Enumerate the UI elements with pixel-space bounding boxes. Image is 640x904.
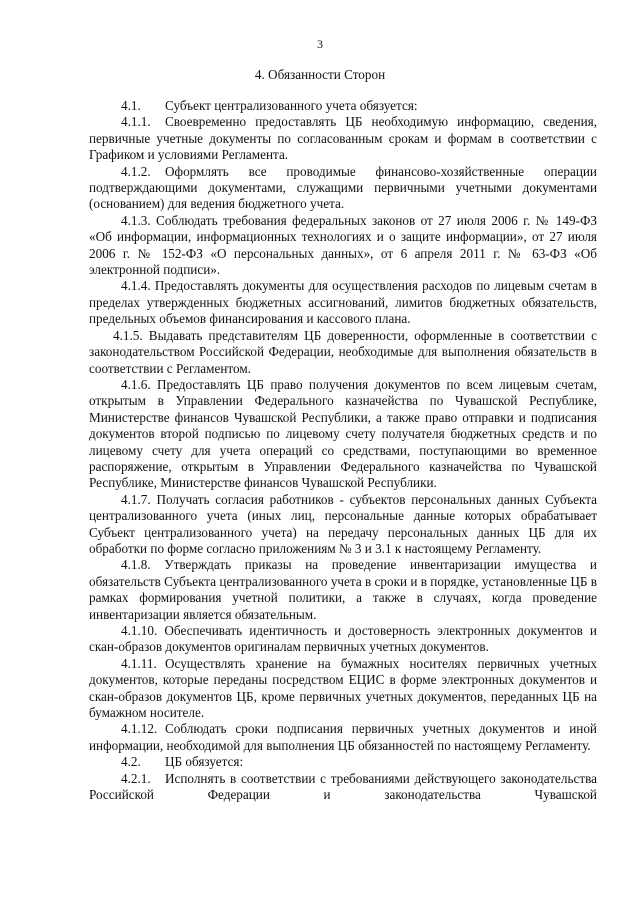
paragraph-4-1-7 [89,492,597,558]
page-number: 3 [317,37,323,51]
paragraph-4-1-10 [89,623,597,656]
paragraph-text: 4.1.7. Получать согласия работников - субъектов персональных данных Субъекта централизованного учета (иных лиц, персональные данные которых обрабатывает Субъект централизованного учета) на передачу персональных данных ЦБ для их обработки по форме согласно приложениям № 3 и 3.1 к настоящему Регламенту. [89,491,597,556]
section-heading: 4. Обязанности Сторон [254,67,386,82]
clause-number: 4.1. [121,98,141,113]
paragraph-4-1-1 [89,114,597,163]
paragraph-4-1-12 [89,721,597,754]
paragraph-text: 4.1.8. Утверждать приказы на проведение инвентаризации имущества и обязательств Субъекта централизованного учета в сроки и в порядке, установленные ЦБ в рамках формирования учетной политики, а также в случаях, когда проведение инвентаризации является обязательным. [89,557,597,622]
paragraph-text: 4.1.3. Соблюдать требования федеральных законов от 27 июля 2006 г. № 149-ФЗ «Об информации, информационных технологиях и о защите информации», от 27 июля 2006 г. № 152-ФЗ «О персональных данных», от 6 апреля 2011 г. № 63-ФЗ «Об электронной подписи». [89,212,597,278]
paragraph-text: Оформлять все проводимые финансово-хозяйственные операции подтверждающими документами, служащими первичными учетными документами (основанием) для ведения бюджетного учета. [89,163,597,212]
paragraph-4-1-2 [89,164,597,213]
paragraph-text: Своевременно предоставлять ЦБ необходимую информацию, сведения, первичные учетные документы по согласованным срокам и формам в соответствии с Графиком и условиями Регламента. [89,114,597,163]
paragraph-4-1-5 [89,328,597,377]
paragraph-text: Осуществлять хранение на бумажных носителях первичных учетных документов, которые переданы посредством ЕЦИС в форме электронных документов и скан-образов документов ЦБ, кроме первичных учетных документов, переданных ЦБ на бумажном носителе. [89,655,597,721]
clause-number: 4.2.1. [121,770,151,786]
paragraph-4-2-1 [89,771,597,804]
clause-number: 4.1.1. [121,114,151,130]
paragraph-text: 4.1.5. Выдавать представителям ЦБ доверенности, оформленные в соответствии с законодательством Российской Федерации, необходимые для выполнения обязательств в соответствии с Регламентом. [89,327,597,376]
clause-number: 4.2. [121,754,141,770]
paragraph-text: Исполнять в соответствии с требованиями действующего законодательства Российской Федерации и законодательства Чувашской [89,770,597,803]
paragraph-text: 4.1.6. Предоставлять ЦБ право получения документов по всем лицевым счетам, открытым в Управлении Федерального казначейства по Чувашской Республике, Министерстве финансов Чувашской Республики, а также право отправки и подписания документов второй подписью по лицевому счету получателя бюджетных средств и по лицевому счету для учета операций со средствами, поступающими во временное распоряжение, открытым в Управлении Федерального казначейства по Чувашской Республике, Министерстве финансов Чувашской Республики. [89,376,597,491]
paragraph-4-1 [89,98,597,114]
document-body [89,98,597,803]
paragraph-text: Субъект централизованного учета обязуется: [165,98,418,113]
paragraph-4-1-3 [89,213,597,279]
paragraph-4-1-6 [89,377,597,492]
paragraph-4-2 [89,754,597,770]
paragraph-4-1-4 [89,278,597,327]
paragraph-text: 4.1.4. Предоставлять документы для осуществления расходов по лицевым счетам в пределах утвержденных бюджетных ассигнований, лимитов бюджетных обязательств, предельных объемов финансирования и кассового плана. [89,278,597,327]
paragraph-4-1-11 [89,656,597,722]
clause-number: 4.1.12. [121,721,158,737]
paragraph-4-1-8 [89,557,597,623]
paragraph-text: Соблюдать сроки подписания первичных учетных документов и иной информации, необходимой для выполнения ЦБ обязанностей по настоящему Регламенту. [89,721,597,753]
paragraph-text: 4.1.10. Обеспечивать идентичность и достоверность электронных документов и скан-образов документов оригиналам первичных учетных документов. [89,623,597,655]
clause-number: 4.1.2. [121,163,151,179]
clause-number: 4.1.11. [121,655,157,671]
paragraph-text: ЦБ обязуется: [165,754,244,770]
